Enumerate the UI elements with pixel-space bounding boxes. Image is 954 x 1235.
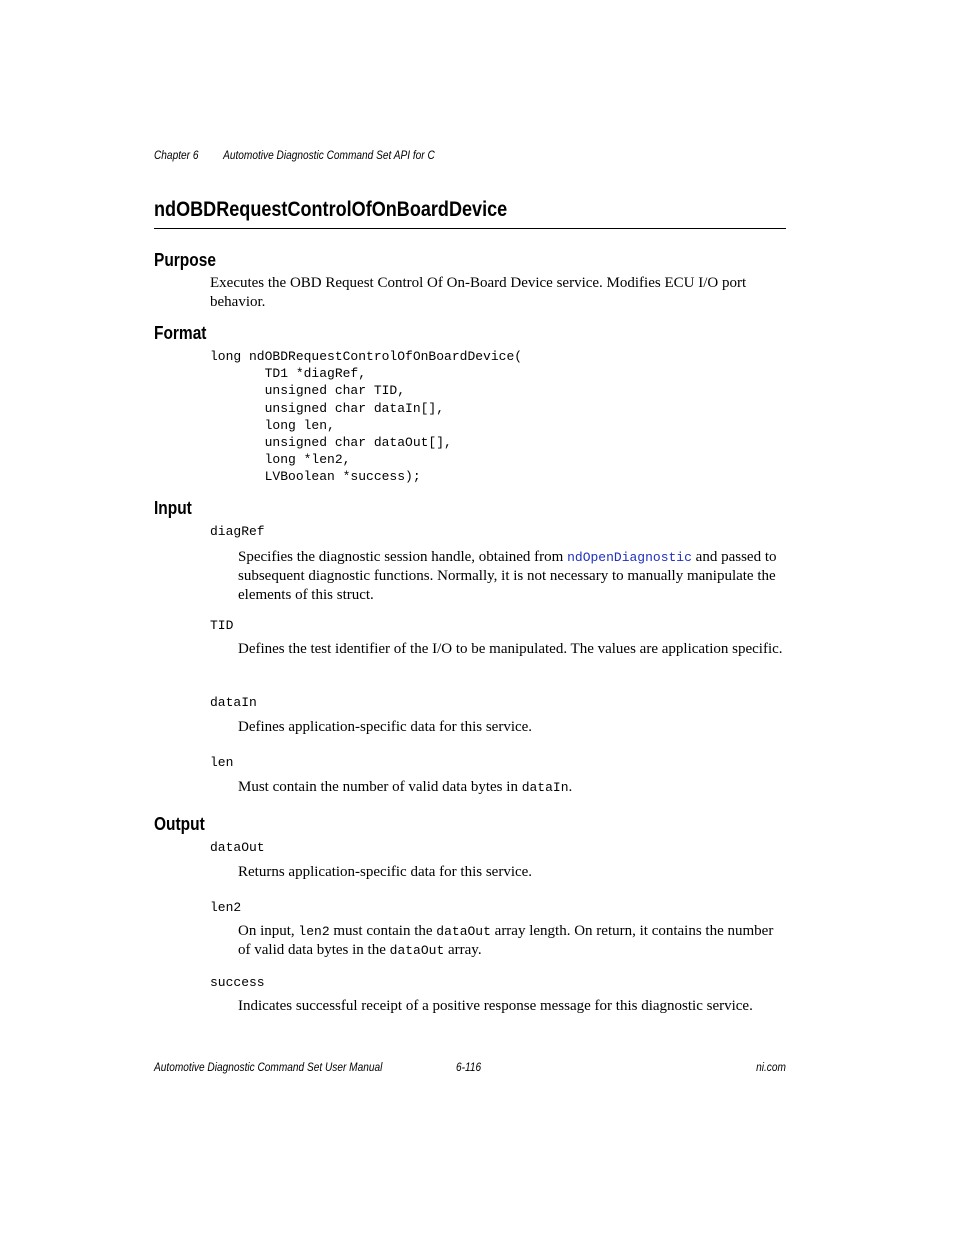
input-heading: Input [154,498,192,518]
param-desc-dataout: Returns application-specific data for this service. [238,864,533,880]
param-desc-len2 [238,922,788,960]
desc-text: array length. On return, it contains the number of valid data bytes in the [238,923,774,958]
desc-text: Specifies the diagnostic session handle, obtained from [238,549,568,565]
param-name-len: len [210,755,234,770]
code-line: long ndOBDRequestControlOfOnBoardDevice( [210,349,523,364]
inline-code: dataOut [436,924,491,939]
param-desc-tid: Defines the test identifier of the I/O to be manipulated. The values are application specific. [238,641,783,657]
param-desc-len [238,778,788,797]
code-line: long *len2, [210,452,351,468]
inline-code: len2 [298,924,330,939]
ndopendiagnostic-link[interactable]: ndOpenDiagnostic [567,550,692,565]
param-name-diagref: diagRef [210,524,265,539]
function-title: ndOBDRequestControlOfOnBoardDevice [154,198,508,221]
running-header [154,150,435,162]
format-heading: Format [154,323,207,343]
footer-site-link[interactable]: ni.com [756,1062,786,1074]
code-line: long len, [210,417,335,433]
param-name-dataout: dataOut [210,840,265,855]
code-line: unsigned char TID, [210,383,406,399]
param-desc-success: Indicates successful receipt of a positive response message for this diagnostic service. [238,998,753,1014]
chapter-number: Chapter 6 [154,150,199,162]
desc-text: must contain the [329,923,437,939]
param-name-len2: len2 [210,900,242,915]
param-name-tid: TID [210,618,234,633]
purpose-text: Executes the OBD Request Control Of On-Board Device service. Modifies ECU I/O port behavior. [210,275,747,310]
inline-code: dataIn [521,780,569,795]
purpose-heading: Purpose [154,250,216,270]
chapter-title: Automotive Diagnostic Command Set API for C [223,150,435,162]
footer-page-number: 6-116 [456,1062,482,1074]
title-rule [154,228,786,229]
code-line: unsigned char dataOut[], [210,435,452,451]
desc-text: On input, [238,923,299,939]
footer-manual-title: Automotive Diagnostic Command Set User Manual [154,1062,383,1074]
param-desc-datain: Defines application-specific data for this service. [238,719,533,735]
desc-text: array. [444,942,482,958]
output-heading: Output [154,814,205,834]
desc-text: and passed to subsequent diagnostic functions. Normally, it is not necessary to manually manipulate the elements of this struct. [238,549,777,603]
inline-code: dataOut [389,943,445,958]
desc-text: Must contain the number of valid data bytes in [238,779,522,795]
param-desc-diagref [238,548,788,605]
code-line: TD1 *diagRef, [210,366,367,382]
code-line: unsigned char dataIn[], [210,400,445,416]
desc-text: . [568,779,573,795]
code-line: LVBoolean *success); [210,469,421,485]
param-name-datain: dataIn [210,695,257,710]
param-name-success: success [210,975,265,990]
format-code-block [210,348,522,486]
